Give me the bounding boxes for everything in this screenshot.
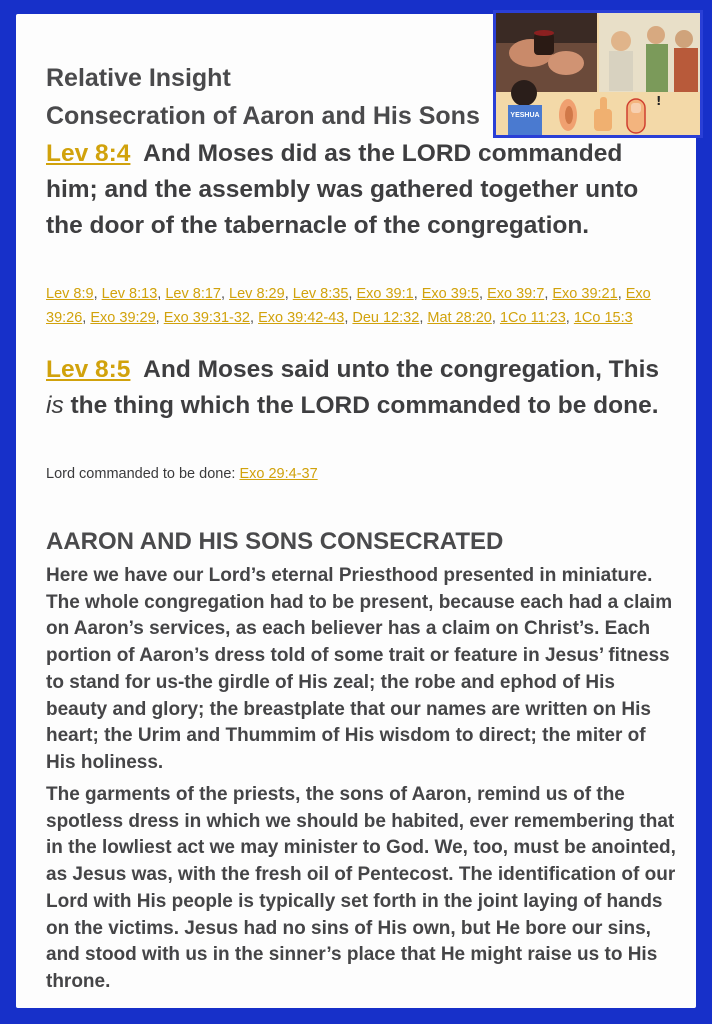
figure-head [675,30,693,48]
separator: , [344,310,353,326]
separator: , [617,286,626,302]
cross-ref-link[interactable]: Exo 39:1 [356,286,414,302]
cross-ref-link[interactable]: Lev 8:13 [101,286,158,302]
thumb-digit [600,97,607,113]
verse-text: the thing which the LORD commanded to be done. [63,392,659,419]
cross-ref-link[interactable]: 1Co 11:23 [499,310,566,326]
separator: , [544,286,553,302]
separator: , [348,286,357,302]
verse-ref-link[interactable]: Lev 8:4 [46,140,131,167]
cross-ref-link[interactable]: Exo 39:42-43 [258,310,345,326]
page-subtitle: Consecration of Aaron and His Sons [46,102,480,130]
cross-ref-link[interactable]: Exo 39:29 [90,310,156,326]
separator: , [155,310,164,326]
figure-robe [609,51,633,91]
cross-ref-link[interactable]: Mat 28:20 [427,310,492,326]
cross-ref-link[interactable]: Exo 39:26 [46,286,651,326]
note-label: Lord commanded to be done: [46,466,240,482]
presenter-avatar [511,80,537,106]
separator: , [479,286,488,302]
hand-shape [548,51,584,75]
figure-head [647,26,665,44]
separator: , [82,310,91,326]
cross-ref-link[interactable]: Exo 39:5 [421,286,480,302]
cup-icon [534,33,554,55]
separator: , [491,310,500,326]
cross-references [46,282,666,330]
verse-text: And Moses said unto the congregation, This [143,356,660,383]
fingernail [631,103,641,113]
verse-lev-8-5 [46,352,671,424]
cross-ref-link[interactable]: Lev 8:35 [292,286,349,302]
alert-icon: ! [656,94,662,108]
figure-head [611,31,631,51]
cross-ref-link[interactable]: Exo 39:31-32 [163,310,250,326]
separator: , [284,286,293,302]
cross-ref-link[interactable]: 1Co 15:3 [573,310,633,326]
separator: , [220,286,230,302]
verse-ref-link[interactable]: Lev 8:5 [46,356,131,383]
ear-inner [565,106,573,124]
section-title: AARON AND HIS SONS CONSECRATED [46,528,504,555]
cross-ref-link[interactable]: Lev 8:17 [165,286,221,302]
separator: , [157,286,166,302]
shirt-text: YESHUA [510,112,540,119]
thumbnail-illustration [496,13,700,135]
separator: , [250,310,259,326]
separator: , [93,286,102,302]
cross-ref-link[interactable]: Deu 12:32 [352,310,420,326]
verse-text: And Moses did as the LORD commanded him; and the assembly was gathered together unto the door of the tabernacle of the congregation. [46,140,639,239]
cup-rim [534,30,554,36]
cross-ref-link[interactable]: Exo 39:21 [552,286,618,302]
figure-robe [646,44,668,92]
figure-robe [674,48,698,92]
separator: , [419,310,428,326]
verse-lev-8-4 [46,136,671,244]
presenter-shirt [508,105,542,135]
page [16,14,696,1008]
separator: , [565,310,574,326]
cross-ref-link[interactable]: Lev 8:9 [46,286,94,302]
verse-text-italic: is [46,392,64,419]
thumbnail-image[interactable] [493,10,703,138]
note-ref-link[interactable]: Exo 29:4-37 [239,466,318,482]
cross-ref-link[interactable]: Exo 39:7 [487,286,545,302]
page-title: Relative Insight [46,64,231,92]
separator: , [413,286,422,302]
note-line [46,466,318,482]
commentary-paragraph-2: The garments of the priests, the sons of Aaron, remind us of the spotless dress in which we should be habited, ever remembering that in the lowliest act we may minister to God. We, too, must be anointed, as Jesus was, with the fresh oil of Pentecost. The identification of our Lord with His people is typically set forth in the joint laying of hands on the victims. Jesus had no sins of His own, but He bore our sins, and stood with us in the sinner’s place that He might raise us to His throne. [46,784,676,992]
cross-ref-link[interactable]: Lev 8:29 [229,286,285,302]
commentary-paragraph-1: Here we have our Lord’s eternal Priesthood presented in miniature. The whole congregation had to be present, because each had a claim on Aaron’s services, as each believer has a claim on Christ’s. Each portion of Aaron’s dress told of some trait or feature in Jesus’ fitness to stand for us-the girdle of His zeal; the robe and ephod of His beauty and glory; the breastplate that our names are written on His heart; the Urim and Thummim of His wisdom to direct; the miter of His holiness. [46,565,673,773]
